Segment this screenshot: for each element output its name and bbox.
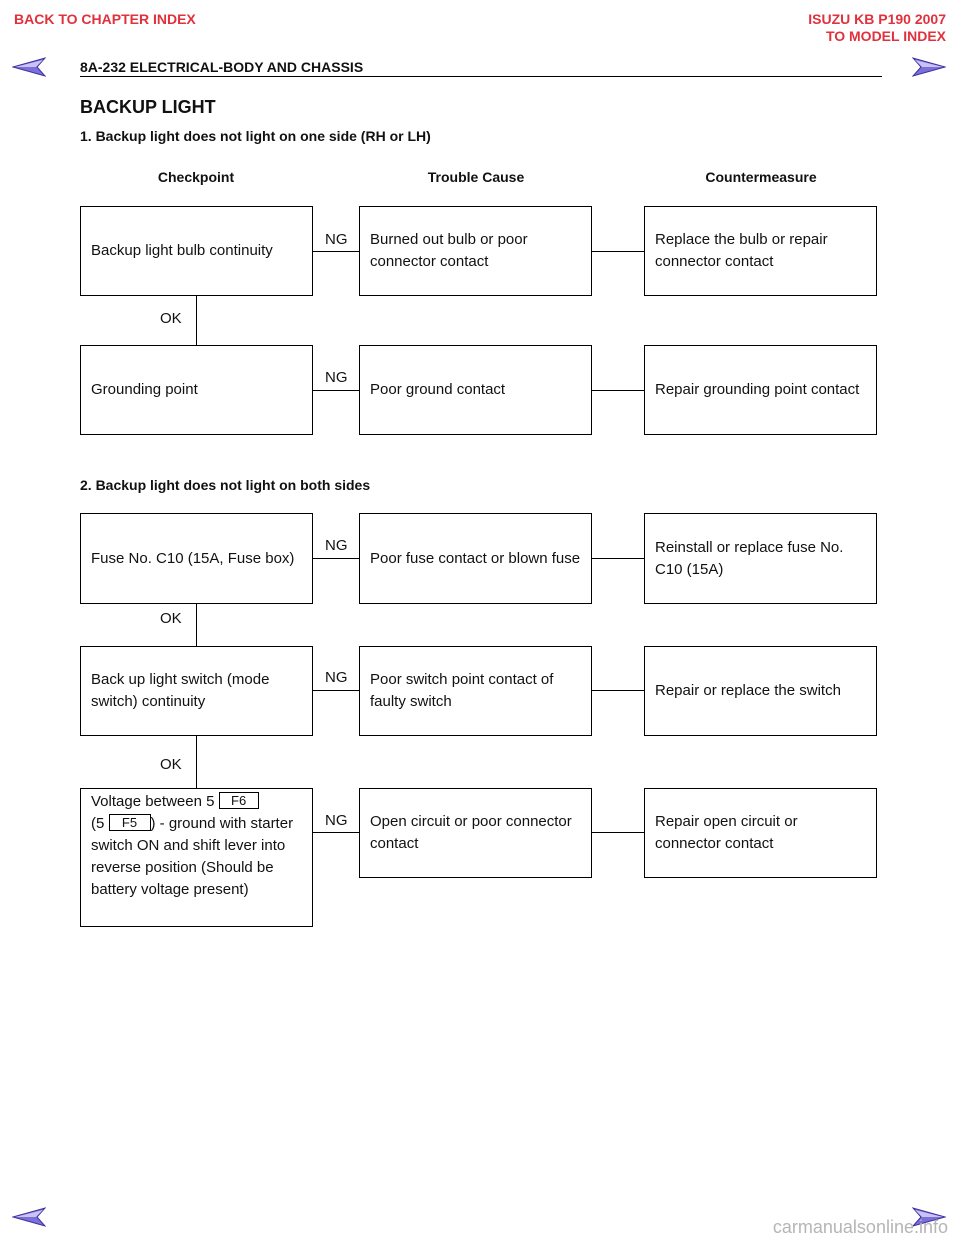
section-title: BACKUP LIGHT [80, 97, 216, 117]
voltage-text-c: ) - ground with starter switch ON and shift lever into reverse position (Should be battery voltage present) [91, 815, 294, 898]
case1-row2-countermeasure-box [644, 345, 877, 435]
checkpoint-text: Backup light bulb continuity [91, 242, 273, 259]
column-header-checkpoint: Checkpoint [157, 169, 235, 185]
flow-connector-vertical [196, 296, 197, 345]
countermeasure-text: Repair open circuit or connector contact [655, 813, 798, 852]
case2-row3-cause-box [359, 788, 592, 878]
checkpoint-text: Grounding point [91, 381, 198, 398]
connector-line [313, 832, 359, 833]
case2-row3-countermeasure-box [644, 788, 877, 878]
prev-page-arrow-icon[interactable] [12, 56, 46, 78]
case1-row2-cause-box [359, 345, 592, 435]
countermeasure-text: Repair grounding point contact [655, 381, 860, 398]
header-divider [80, 76, 882, 77]
watermark-text: carmanualsonline.info [772, 1217, 948, 1237]
flow-connector-vertical [196, 604, 197, 646]
cause-text: Poor ground contact [370, 381, 506, 398]
case2-row2-checkpoint-box [80, 646, 313, 736]
ng-label: NG [325, 231, 348, 248]
case1-row1-checkpoint-box [80, 206, 313, 296]
case2-row1-cause-box [359, 513, 592, 604]
connector-line [313, 251, 359, 252]
case1-row1-cause-box [359, 206, 592, 296]
connector-line [313, 390, 359, 391]
case2-title: 2. Backup light does not light on both sides [80, 477, 371, 493]
column-header-trouble-cause: Trouble Cause [427, 169, 525, 185]
connector-line [592, 558, 644, 559]
column-header-countermeasure: Countermeasure [705, 169, 817, 185]
model-index-link[interactable] [808, 11, 946, 45]
ok-label: OK [160, 756, 182, 773]
ng-label: NG [325, 812, 348, 829]
countermeasure-text: Repair or replace the switch [655, 682, 841, 699]
countermeasure-text: Replace the bulb or repair connector contact [655, 231, 828, 270]
countermeasure-text: Reinstall or replace fuse No. C10 (15A) [655, 538, 844, 578]
case2-row1-checkpoint-box [80, 513, 313, 604]
ok-label: OK [160, 610, 182, 627]
prev-page-arrow-bottom-icon[interactable] [12, 1206, 46, 1228]
connector-line [313, 690, 359, 691]
next-page-arrow-icon[interactable] [912, 56, 946, 78]
back-to-chapter-index-link[interactable]: BACK TO CHAPTER INDEX [14, 11, 196, 27]
ng-label: NG [325, 537, 348, 554]
ng-label: NG [325, 369, 348, 386]
connector-line [592, 390, 644, 391]
model-title: ISUZU KB P190 2007 [808, 11, 946, 27]
flow-connector-vertical [196, 736, 197, 788]
voltage-text-a: Voltage between 5 [91, 793, 219, 810]
connector-f5-badge: F5 [109, 814, 151, 831]
checkpoint-text: Fuse No. C10 (15A, Fuse box) [91, 549, 295, 567]
case1-row2-checkpoint-box [80, 345, 313, 435]
case2-row2-countermeasure-box [644, 646, 877, 736]
voltage-text-b: (5 [91, 815, 109, 832]
case2-row1-countermeasure-box [644, 513, 877, 604]
case2-row3-checkpoint-box [80, 788, 313, 927]
connector-line [313, 558, 359, 559]
checkpoint-text: Back up light switch (mode switch) continuity [91, 671, 270, 710]
case1-row1-countermeasure-box [644, 206, 877, 296]
cause-text: Open circuit or poor connector contact [370, 813, 572, 852]
cause-text: Poor switch point contact of faulty switch [370, 671, 554, 710]
ng-label: NG [325, 669, 348, 686]
case1-title: 1. Backup light does not light on one side (RH or LH) [80, 128, 431, 144]
cause-text: Burned out bulb or poor connector contact [370, 231, 528, 270]
connector-line [592, 251, 644, 252]
ok-label: OK [160, 310, 182, 327]
model-index-label: TO MODEL INDEX [825, 28, 946, 44]
page-header-title: 8A-232 ELECTRICAL-BODY AND CHASSIS [80, 59, 364, 75]
connector-line [592, 690, 644, 691]
checkpoint-text [91, 791, 302, 901]
case2-row2-cause-box [359, 646, 592, 736]
connector-line [592, 832, 644, 833]
cause-text: Poor fuse contact or blown fuse [370, 549, 581, 567]
connector-f6-badge: F6 [219, 792, 259, 809]
